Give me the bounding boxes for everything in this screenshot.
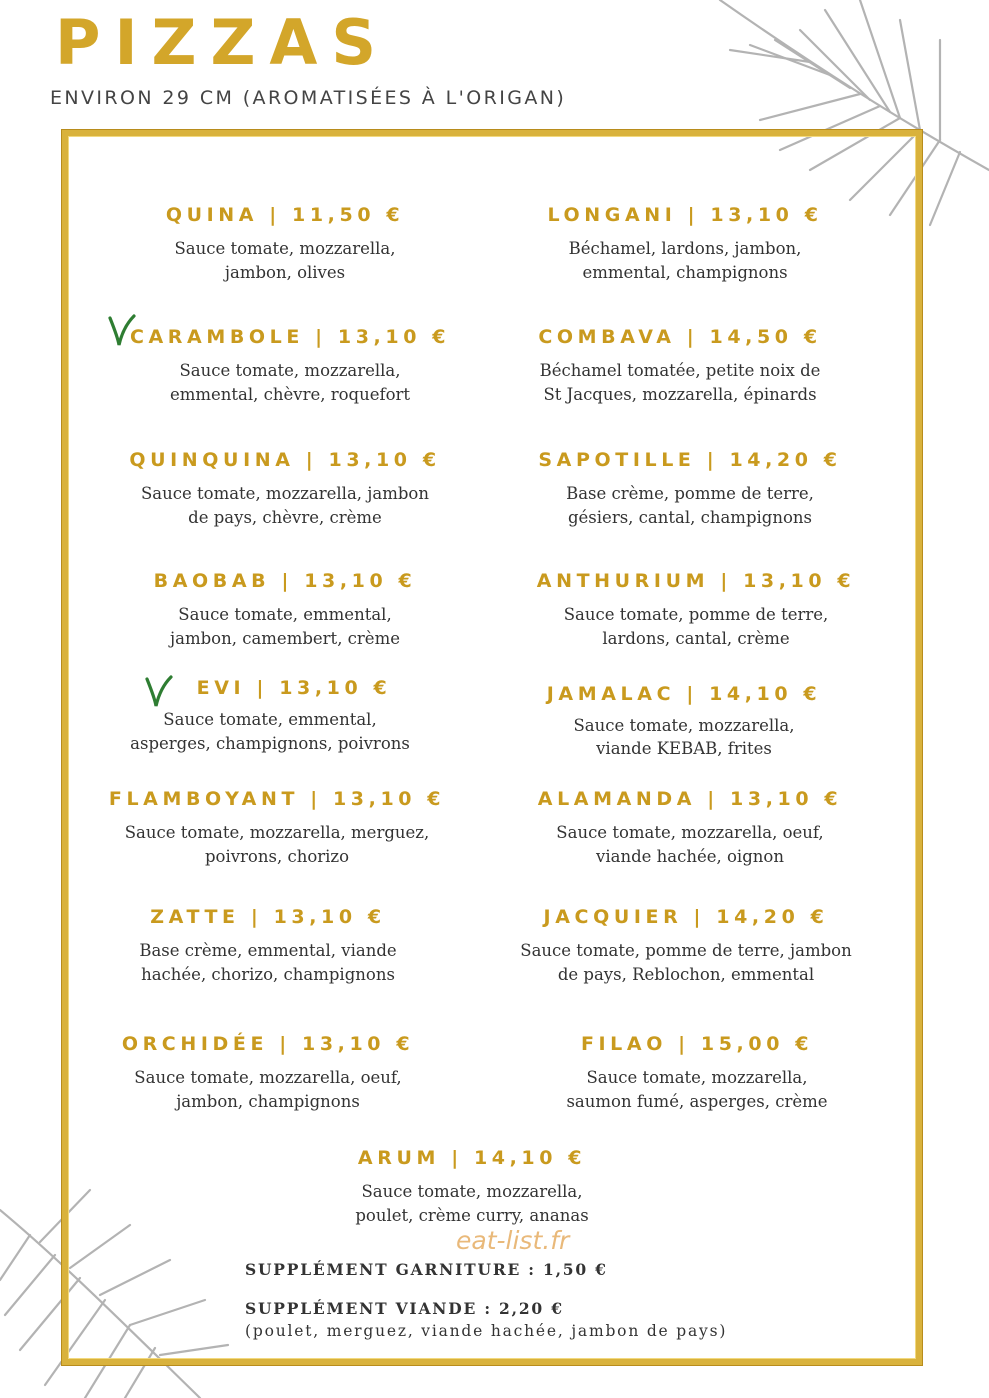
menu-item-quinquina <box>85 451 485 530</box>
page-subtitle: ENVIRON 29 CM (AROMATISÉES À L'ORIGAN) <box>50 87 567 109</box>
supplement-viande-detail: (poulet, merguez, viande hachée, jambon de pays) <box>245 1322 728 1340</box>
menu-item-evi <box>85 679 455 756</box>
item-name: JACQUIER | 14,20 € <box>543 906 829 928</box>
menu-item-alamanda <box>490 790 890 869</box>
item-name: CARAMBOLE | 13,10 € <box>129 326 451 348</box>
item-name: ZATTE | 13,10 € <box>150 906 386 928</box>
supplement-garniture <box>245 1258 608 1282</box>
item-name: FLAMBOYANT | 13,10 € <box>108 788 446 810</box>
watermark-text: eat-list.fr <box>456 1226 570 1255</box>
item-desc: Sauce tomate, mozzarella, poulet, crème curry, ananas <box>355 1182 589 1225</box>
item-name: QUINA | 11,50 € <box>165 204 405 226</box>
supplement-garniture-text: SUPPLÉMENT GARNITURE : 1,50 € <box>245 1260 608 1279</box>
item-desc: Sauce tomate, mozzarella, jambon de pays, chèvre, crème <box>140 484 429 527</box>
item-name: ARUM | 14,10 € <box>357 1147 587 1169</box>
item-desc: Béchamel tomatée, petite noix de St Jacques, mozzarella, épinards <box>539 361 821 404</box>
menu-item-longani <box>485 206 885 285</box>
menu-item-carambole <box>115 328 465 407</box>
menu-item-zatte <box>68 908 468 987</box>
menu-item-jacquier <box>486 908 886 987</box>
item-name: COMBAVA | 14,50 € <box>538 326 822 348</box>
menu-item-filao <box>497 1035 897 1114</box>
supplement-viande <box>245 1297 727 1343</box>
page-title: PIZZAS <box>55 6 391 79</box>
menu-item-quina <box>85 206 485 285</box>
item-desc: Sauce tomate, mozzarella, emmental, chèvre, roquefort <box>169 361 411 404</box>
item-name: FILAO | 15,00 € <box>580 1033 814 1055</box>
menu-item-baobab <box>85 572 485 651</box>
item-desc: Sauce tomate, mozzarella, viande KEBAB, frites <box>573 716 795 758</box>
item-desc: Sauce tomate, emmental, asperges, champignons, poivrons <box>130 710 410 753</box>
item-name: QUINQUINA | 13,10 € <box>129 449 441 471</box>
menu-item-anthurium <box>496 572 896 651</box>
item-desc: Sauce tomate, mozzarella, oeuf, viande hachée, oignon <box>556 823 824 866</box>
item-desc: Sauce tomate, emmental, jambon, camembert, crème <box>170 605 400 648</box>
item-desc: Béchamel, lardons, jambon, emmental, champignons <box>568 239 802 282</box>
item-desc: Base crème, emmental, viande hachée, chorizo, champignons <box>139 941 397 984</box>
item-name: EVI | 13,10 € <box>196 677 392 699</box>
item-name: ANTHURIUM | 13,10 € <box>536 570 856 592</box>
menu-item-combava <box>480 328 880 407</box>
menu-item-orchidee <box>68 1035 468 1114</box>
item-name: JAMALAC | 14,10 € <box>546 683 822 705</box>
menu-item-jamalac <box>484 685 884 760</box>
item-name: ORCHIDÉE | 13,10 € <box>121 1033 415 1055</box>
menu-item-arum <box>272 1149 672 1228</box>
item-desc: Sauce tomate, mozzarella, merguez, poivrons, chorizo <box>124 823 430 866</box>
supplement-viande-text: SUPPLÉMENT VIANDE : 2,20 € <box>245 1299 564 1318</box>
item-desc: Sauce tomate, pomme de terre, lardons, cantal, crème <box>563 605 829 648</box>
item-desc: Base crème, pomme de terre, gésiers, cantal, champignons <box>566 484 814 527</box>
item-desc: Sauce tomate, mozzarella, oeuf, jambon, champignons <box>134 1068 402 1111</box>
item-desc: Sauce tomate, pomme de terre, jambon de pays, Reblochon, emmental <box>520 941 852 984</box>
item-desc: Sauce tomate, mozzarella, saumon fumé, asperges, crème <box>566 1068 828 1111</box>
item-name: LONGANI | 13,10 € <box>547 204 823 226</box>
item-name: BAOBAB | 13,10 € <box>153 570 417 592</box>
item-name: SAPOTILLE | 14,20 € <box>538 449 842 471</box>
item-name: ALAMANDA | 13,10 € <box>537 788 843 810</box>
menu-item-sapotille <box>490 451 890 530</box>
menu-item-flamboyant <box>77 790 477 869</box>
item-desc: Sauce tomate, mozzarella, jambon, olives <box>174 239 396 282</box>
